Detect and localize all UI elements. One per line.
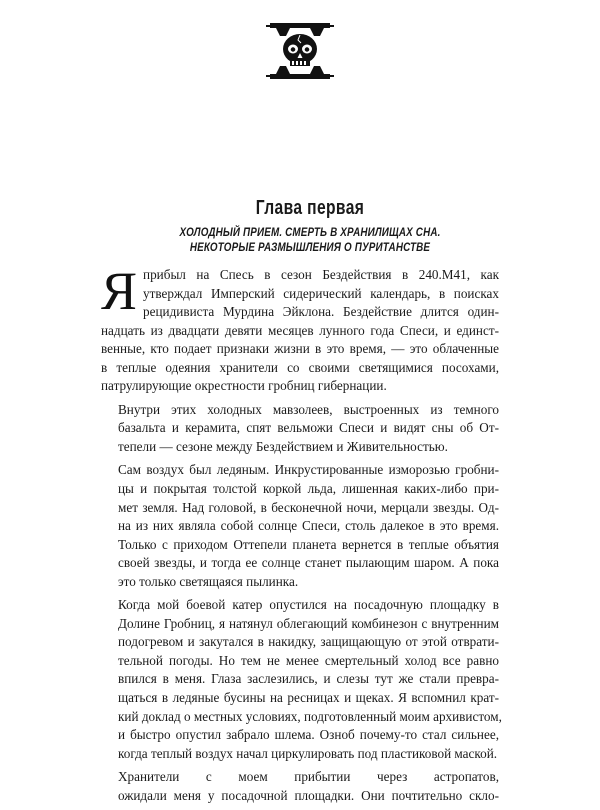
- chapter-subtitle-line-1: ХОЛОДНЫЙ ПРИЕМ. СМЕРТЬ В ХРАНИЛИЩАХ СНА.: [179, 225, 441, 239]
- chapter-title: Глава первая: [255, 197, 365, 219]
- text-line: патрулирующие окрестности гробниц гибернации.: [101, 378, 387, 394]
- drop-cap: Я: [101, 261, 138, 321]
- text-line: мет земля. Над головой, в бесконечной ночи, мерцали звезды. Од-: [118, 499, 499, 515]
- text-line: на из них являла собой солнце Спеси, столь далекое в это время.: [118, 518, 499, 534]
- chapter-subtitle: [100, 225, 520, 255]
- text-line: базальта и керамита, спят вельможи Спеси и видят сны об От-: [118, 420, 499, 436]
- text-line: тельной погоды. Но тем не менее смертельный холод все равно: [118, 652, 499, 668]
- text-line: рецидивиста Мурдина Эйклона. Бездействие длится один-: [143, 304, 499, 320]
- paragraph-1: [101, 261, 499, 396]
- text-line: цы и покрытая толстой коркой льда, лишенная каких-либо при-: [118, 481, 499, 497]
- text-line: это только светящаяся пылинка.: [118, 573, 299, 589]
- text-line: впился в меня. Глаза заслезились, и слезы тут же стали превра-: [118, 671, 499, 687]
- chapter-heading: [100, 197, 520, 255]
- skull-emblem-icon: [262, 22, 338, 80]
- text-line: Хранители с моем прибытии через астропатов,: [118, 769, 499, 785]
- text-line: и быстро опустил забрало шлема. Озноб почему-то стал сильнее,: [118, 727, 499, 743]
- text-line: Внутри этих холодных мавзолеев, выстроенных из темного: [118, 401, 499, 417]
- text-line: ожидали меня у посадочной площадки. Они почтительно скло-: [118, 787, 499, 803]
- text-line: своей звезды, и тогда ее солнце станет пылающим шаром. А пока: [118, 555, 499, 571]
- text-line: кий доклад о местных условиях, подготовленный моим архивистом,: [118, 708, 502, 724]
- text-line: подогревом и закутался в накидку, защищающую от этой отврати-: [118, 634, 499, 650]
- text-line: венные, кто подает признаки жизни в это время, — это облаченные: [101, 341, 499, 357]
- paragraph-2: [101, 401, 499, 457]
- text-line: Только с приходом Оттепели планета вернется в теплые объятия: [118, 536, 499, 552]
- text-line: Сам воздух был ледяным. Инкрустированные изморозью гробни-: [118, 462, 499, 478]
- text-line: надцать из двадцати девяти месяцев лунного года Спеси, и единст-: [101, 322, 499, 338]
- paragraph-3: [101, 461, 499, 591]
- chapter-body: [101, 261, 502, 810]
- text-line: тепели — сезоне между Бездействием и Живительностью.: [118, 438, 448, 454]
- paragraph-4: [101, 596, 502, 763]
- text-line: щаться в ледяные бусины на ресницах и щеках. Я вспомнил крат-: [118, 690, 499, 706]
- text-line: утверждал Имперский сидерический календарь, в поисках: [143, 285, 499, 301]
- paragraph-5: [101, 768, 499, 805]
- chapter-subtitle-line-2: НЕКОТОРЫЕ РАЗМЫШЛЕНИЯ О ПУРИТАНСТВЕ: [189, 240, 431, 254]
- text-line: в теплые одеяния хранители со своими светящимися посохами,: [101, 359, 499, 375]
- text-line: Долине Гробниц, я натянул облегающий комбинезон с внутренним: [118, 615, 499, 631]
- text-line: прибыл на Спесь в сезон Бездействия в 240.М41, как: [143, 267, 499, 282]
- text-line: когда теплый воздух начал циркулировать под пластиковой маской.: [118, 745, 498, 761]
- text-line: Когда мой боевой катер опустился на посадочную площадку в: [118, 597, 499, 613]
